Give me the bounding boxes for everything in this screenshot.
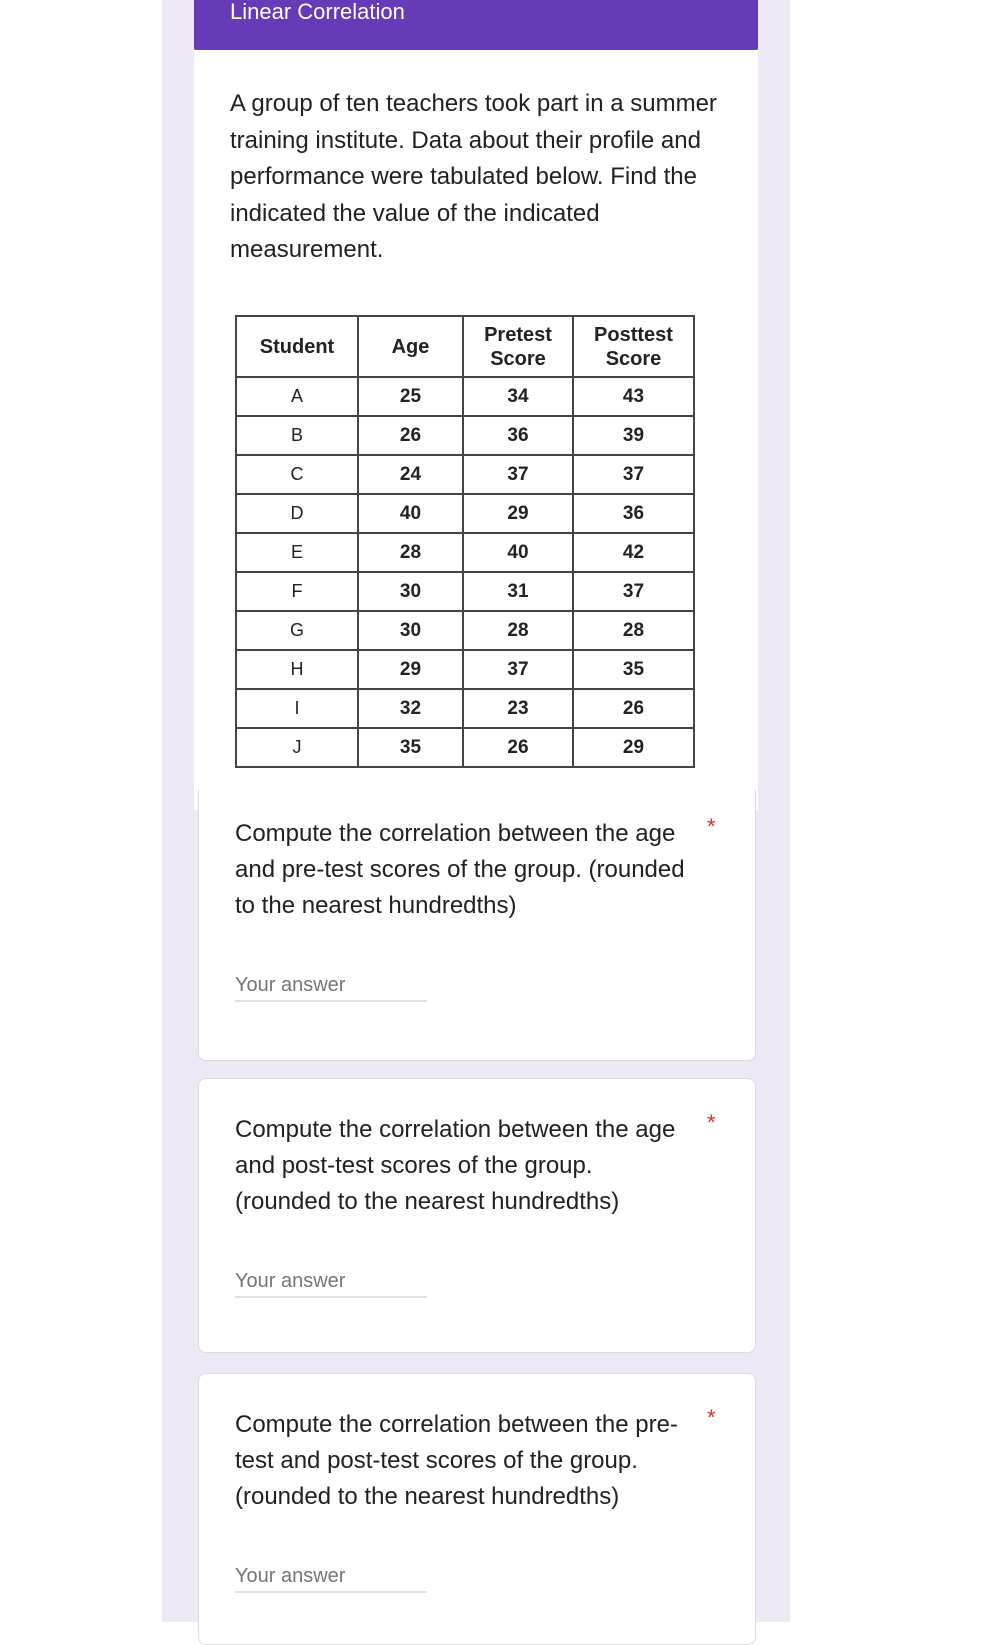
table-row [236, 377, 694, 416]
cell-pretest: 23 [463, 689, 573, 728]
cell-student: B [236, 416, 358, 455]
cell-posttest: 26 [573, 689, 694, 728]
required-mark: * [707, 1405, 716, 1430]
question-card-2 [198, 1078, 756, 1353]
table-row [236, 689, 694, 728]
form-header [194, 0, 758, 50]
required-mark: * [707, 1110, 716, 1135]
cell-posttest: 42 [573, 533, 694, 572]
cell-posttest: 29 [573, 728, 694, 767]
header-age: Age [358, 316, 463, 377]
cell-student: C [236, 455, 358, 494]
cell-pretest: 40 [463, 533, 573, 572]
table-row [236, 650, 694, 689]
cell-age: 30 [358, 572, 463, 611]
table-row [236, 455, 694, 494]
cell-student: J [236, 728, 358, 767]
cell-pretest: 29 [463, 494, 573, 533]
table-row [236, 728, 694, 767]
question-card-1 [198, 790, 756, 1061]
table-row [236, 572, 694, 611]
cell-pretest: 36 [463, 416, 573, 455]
cell-age: 24 [358, 455, 463, 494]
header-student: Student [236, 316, 358, 377]
cell-student: E [236, 533, 358, 572]
table-header-row [236, 316, 694, 377]
cell-age: 25 [358, 377, 463, 416]
answer-input[interactable] [235, 1561, 427, 1593]
answer-input[interactable] [235, 1266, 427, 1298]
cell-age: 30 [358, 611, 463, 650]
table-row [236, 416, 694, 455]
cell-age: 32 [358, 689, 463, 728]
answer-input[interactable] [235, 970, 427, 1002]
cell-posttest: 43 [573, 377, 694, 416]
form-title: Linear Correlation [230, 0, 405, 24]
cell-pretest: 34 [463, 377, 573, 416]
cell-age: 40 [358, 494, 463, 533]
header-posttest: Posttest Score [573, 316, 694, 377]
data-table [235, 315, 695, 768]
question-text: Compute the correlation between the pre-test and post-test scores of the group. (rounded to the nearest hundredths) [235, 1411, 678, 1510]
required-mark: * [707, 814, 716, 839]
question-text: Compute the correlation between the age and post-test scores of the group. (rounded to the nearest hundredths) [235, 1116, 676, 1215]
cell-posttest: 37 [573, 455, 694, 494]
form-description-card [194, 50, 758, 810]
form-description: A group of ten teachers took part in a summer training institute. Data about their profile and performance were tabulated below. Find the indicated the value of the indicated measurement. [230, 90, 717, 263]
cell-posttest: 36 [573, 494, 694, 533]
question-text: Compute the correlation between the age and pre-test scores of the group. (rounded to the nearest hundredths) [235, 820, 685, 919]
header-pretest: Pretest Score [463, 316, 573, 377]
cell-age: 26 [358, 416, 463, 455]
cell-student: A [236, 377, 358, 416]
cell-pretest: 31 [463, 572, 573, 611]
cell-age: 28 [358, 533, 463, 572]
cell-pretest: 37 [463, 455, 573, 494]
table-row [236, 611, 694, 650]
cell-pretest: 26 [463, 728, 573, 767]
cell-posttest: 28 [573, 611, 694, 650]
cell-student: D [236, 494, 358, 533]
cell-student: I [236, 689, 358, 728]
cell-age: 35 [358, 728, 463, 767]
table-row [236, 494, 694, 533]
cell-age: 29 [358, 650, 463, 689]
cell-posttest: 39 [573, 416, 694, 455]
cell-pretest: 37 [463, 650, 573, 689]
cell-pretest: 28 [463, 611, 573, 650]
cell-posttest: 35 [573, 650, 694, 689]
cell-student: F [236, 572, 358, 611]
cell-student: G [236, 611, 358, 650]
table-row [236, 533, 694, 572]
cell-posttest: 37 [573, 572, 694, 611]
cell-student: H [236, 650, 358, 689]
question-card-3 [198, 1373, 756, 1645]
